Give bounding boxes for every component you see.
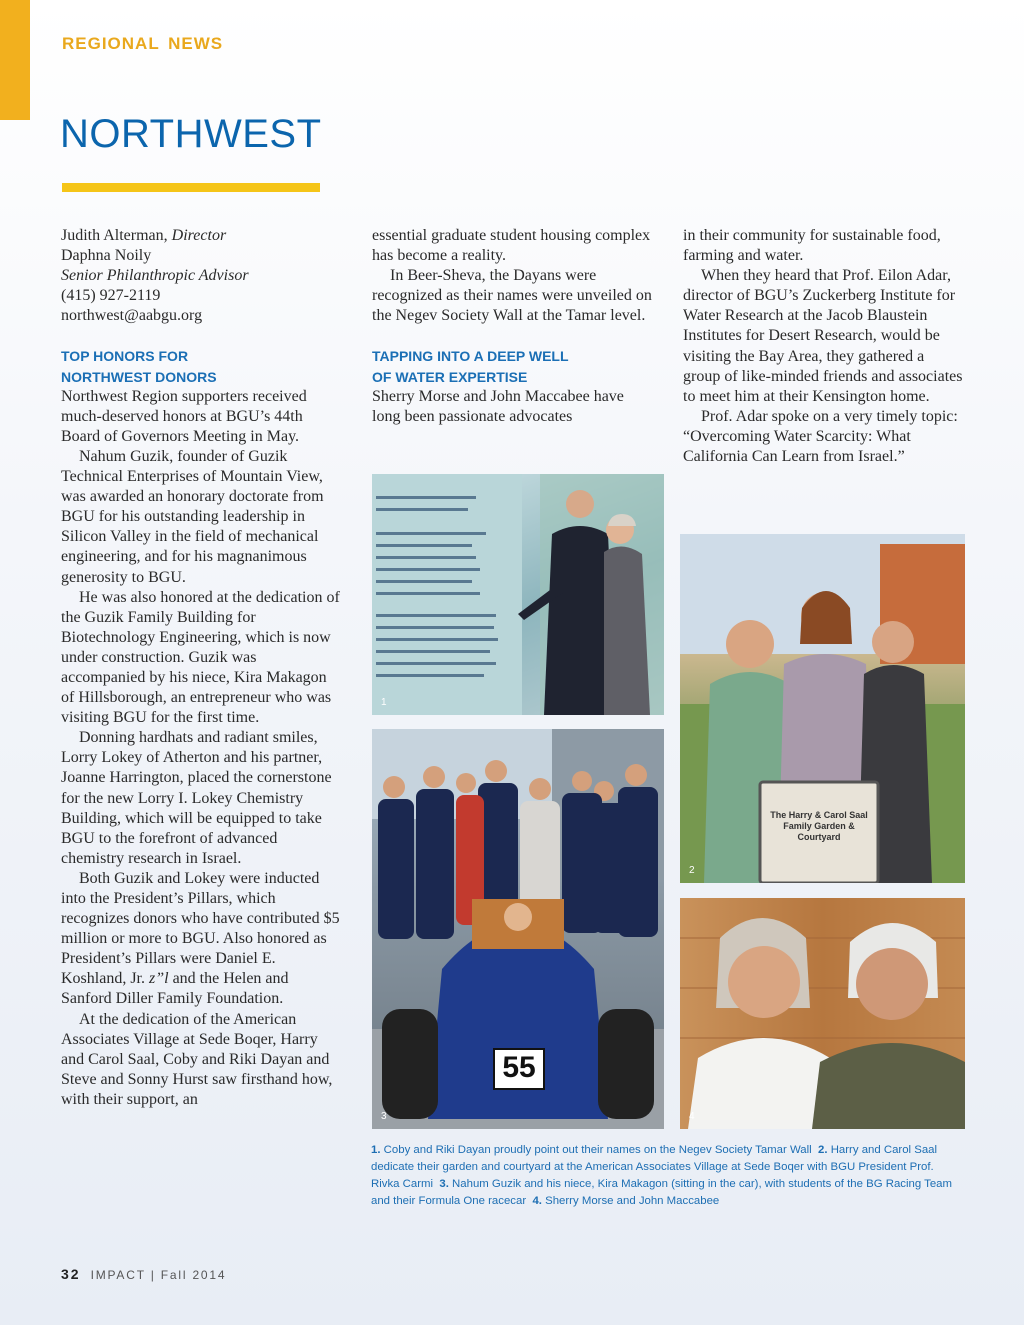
article1-continued: essential graduate student housing complex has become a reality. (372, 227, 651, 265)
photo-saal-garden (680, 534, 965, 883)
photo-racing-team (372, 729, 664, 1129)
article2-paragraph: When they heard that Prof. Eilon Adar, director of BGU’s Zuckerberg Institute for Water Research at the Jacob Blaustein Institutes for Desert Research, would be visiting the Bay Area, they gathered a group of like-minded friends and associates to meet him at their Kensington home. (683, 267, 963, 405)
garden-sign: The Harry & Carol Saal Family Garden & Courtyard (770, 810, 868, 842)
page-footer (61, 1266, 226, 1282)
page-number: 32 (61, 1266, 81, 1282)
photo-number: 2 (689, 865, 695, 876)
article1-heading-line2: NORTHWEST DONORS (61, 368, 217, 385)
caption-text: Sherry Morse and John Maccabee (545, 1195, 720, 1207)
page-title: NORTHWEST (60, 112, 322, 156)
article2-paragraph: Prof. Adar spoke on a very timely topic: “Overcoming Water Scarcity: What California Can Learn from Israel.” (683, 407, 958, 466)
contact-phone: (415) 927-2119 (61, 287, 161, 305)
column-2 (372, 226, 654, 427)
director-line (61, 226, 343, 246)
section-label: REGIONAL NEWS (62, 34, 224, 53)
caption-number: 3. (439, 1178, 449, 1190)
caption-text: Harry and Carol Saal dedicate their garden and courtyard at the American Associates Village at Sede Boqer with BGU President Prof. Rivka Carmi (371, 1144, 938, 1190)
article2-heading-line1: TAPPING INTO A DEEP WELL (372, 348, 569, 365)
car-number: 55 (502, 1051, 536, 1084)
caption-number: 1. (371, 1144, 381, 1156)
photo-4-illustration (680, 898, 965, 1129)
column-1 (61, 226, 343, 1110)
article2-heading-line2: OF WATER EXPERTISE (372, 368, 528, 385)
photo-captions (371, 1142, 965, 1210)
article1-paragraph: Donning hardhats and radiant smiles, Lorry Lokey of Atherton and his partner, Joanne Harrington, placed the cornerstone for the new Lorry I. Lokey Chemistry Building, which will be equipped to take BGU to the forefront of advanced chemistry research in Israel. (61, 729, 332, 867)
article1-heading-line1: TOP HONORS FOR (61, 348, 189, 365)
advisor-name: Daphna Noily (61, 247, 152, 265)
caption-text: Coby and Riki Dayan proudly point out their names on the Negev Society Tamar Wall (383, 1144, 812, 1156)
article1-paragraph: He was also honored at the dedication of the Guzik Family Building for Biotechnology Engineering, which is now under construction. Guzik was accompanied by his niece, Kira Makagon of Hillsborough, an entrepreneur who was visiting BGU for the first time. (61, 588, 340, 727)
director-role: Director (171, 227, 227, 244)
publication-name: IMPACT | Fall 2014 (90, 1268, 227, 1282)
photo-number: 3 (381, 1111, 387, 1122)
photo-number: 4 (689, 1111, 695, 1122)
article2-paragraph: Sherry Morse and John Maccabee have long been passionate advocates (372, 387, 624, 425)
caption-number: 2. (818, 1144, 828, 1156)
photo-number: 1 (381, 697, 387, 708)
caption-number: 4. (532, 1195, 542, 1207)
article2-continued: in their community for sustainable food, farming and water. (683, 227, 941, 265)
article1-paragraph: Nahum Guzik, founder of Guzik Technical Enterprises of Mountain View, was awarded an honorary doctorate from BGU for his outstanding leadership in Silicon Valley in the field of mechanical engineering, and for his magnanimous generosity to BGU. (61, 447, 324, 586)
zl-abbrev: z”l (149, 970, 169, 988)
photo-negev-society-wall (372, 474, 664, 715)
column-3 (683, 226, 965, 467)
director-name: Judith Alterman, (61, 227, 168, 244)
contact-email: northwest@aabgu.org (61, 307, 203, 325)
article1-paragraph: At the dedication of the American Associates Village at Sede Boqer, Harry and Carol Saal, Coby and Riki Dayan and Steve and Sonny Hurst saw firsthand how, with their support, an (61, 1010, 333, 1108)
caption-text: Nahum Guzik and his niece, Kira Makagon (sitting in the car), with students of the BG Racing Team and their Formula One racecar (371, 1178, 952, 1207)
advisor-role: Senior Philanthropic Advisor (61, 267, 249, 285)
photo-morse-maccabee (680, 898, 965, 1129)
title-underline (62, 183, 320, 192)
photo-1-illustration (372, 474, 664, 715)
article1-paragraph: In Beer-Sheva, the Dayans were recognized as their names were unveiled on the Negev Society Wall at the Tamar level. (372, 267, 652, 325)
accent-bar (0, 0, 30, 120)
article1-paragraph: Northwest Region supporters received much-deserved honors at BGU’s 44th Board of Governors Meeting in May. (61, 387, 307, 445)
article1-paragraph-pillars: Both Guzik and Lokey were inducted into the President’s Pillars, which recognizes donors who have contributed $5 million or more to BGU. Also honored as President’s Pillars were Daniel E. Koshland, Jr. z”l and the Helen and Sanford Diller Family Foundation. (61, 869, 340, 1008)
